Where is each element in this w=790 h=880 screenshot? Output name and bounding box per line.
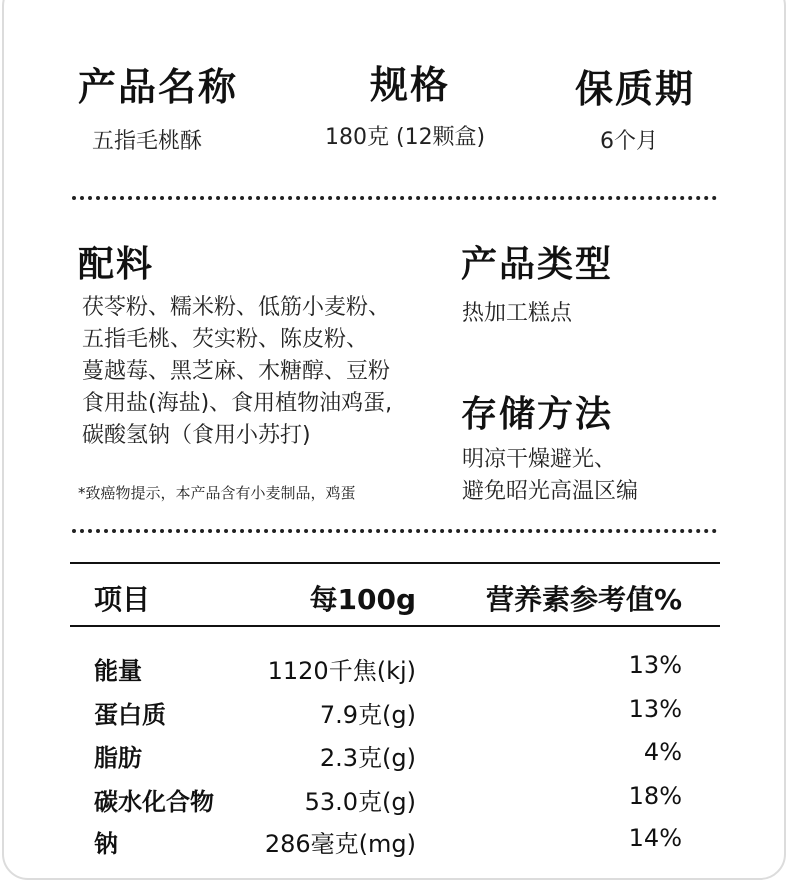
ingredients-line: 茯苓粉、糯米粉、低筋小麦粉、 [82,295,391,320]
nutrition-header-per100g: 每100g [309,583,416,616]
spec-value: 180克 (12颗盒) [325,125,486,150]
nutrition-row-nrv: 13% [628,651,682,679]
product-type-value: 热加工糕点 [462,301,573,326]
shelf-life-value: 6个月 [600,129,658,154]
ingredients-line: 食用盐(海盐)、食用植物油鸡蛋, [82,391,393,416]
nutrition-row-amount: 53.0克(g) [304,788,416,816]
storage-line: 明凉干燥避光、 [462,447,617,472]
nutrition-row-nrv: 4% [643,738,682,766]
ingredients-list [82,292,392,452]
nutrition-row-label: 蛋白质 [94,701,166,729]
nutrition-row-nrv: 14% [628,824,682,852]
nutrition-row-amount: 1120千焦(kj) [267,657,416,685]
storage-text [462,444,638,508]
nutrition-header-item: 项目 [94,583,151,616]
table-header-rule [70,625,720,627]
product-name-value: 五指毛桃酥 [92,129,203,154]
nutrition-header-nrv: 营养素参考值% [485,583,682,616]
nutrition-row-amount: 286毫克(mg) [264,830,416,858]
allergen-note: *致癌物提示，本产品含有小麦制品，鸡蛋 [78,484,356,502]
ingredients-line: 五指毛桃、芡实粉、陈皮粉、 [82,327,369,352]
storage-line: 避免昭光高温区编 [462,479,639,504]
nutrition-row-nrv: 13% [628,695,682,723]
nutrition-row-label: 钠 [94,830,118,858]
ingredients-title: 配料 [78,244,155,285]
nutrition-row-label: 碳水化合物 [94,788,214,816]
ingredients-line: 碳酸氢钠（食用小苏打) [82,423,311,448]
dotted-divider-top [72,196,717,200]
product-name-title: 产品名称 [78,65,239,109]
shelf-life-title: 保质期 [575,67,696,111]
table-top-rule [70,562,720,564]
dotted-divider-bottom [72,529,717,533]
nutrition-row-amount: 2.3克(g) [319,744,416,772]
nutrition-row-amount: 7.9克(g) [319,701,416,729]
nutrition-row-nrv: 18% [628,782,682,810]
spec-title: 规格 [370,63,451,107]
nutrition-row-label: 脂肪 [94,744,142,772]
nutrition-row-label: 能量 [94,657,142,685]
ingredients-line: 蔓越莓、黑芝麻、木糖醇、豆粉 [82,359,391,384]
storage-title: 存储方法 [461,394,614,435]
product-type-title: 产品类型 [461,244,614,285]
